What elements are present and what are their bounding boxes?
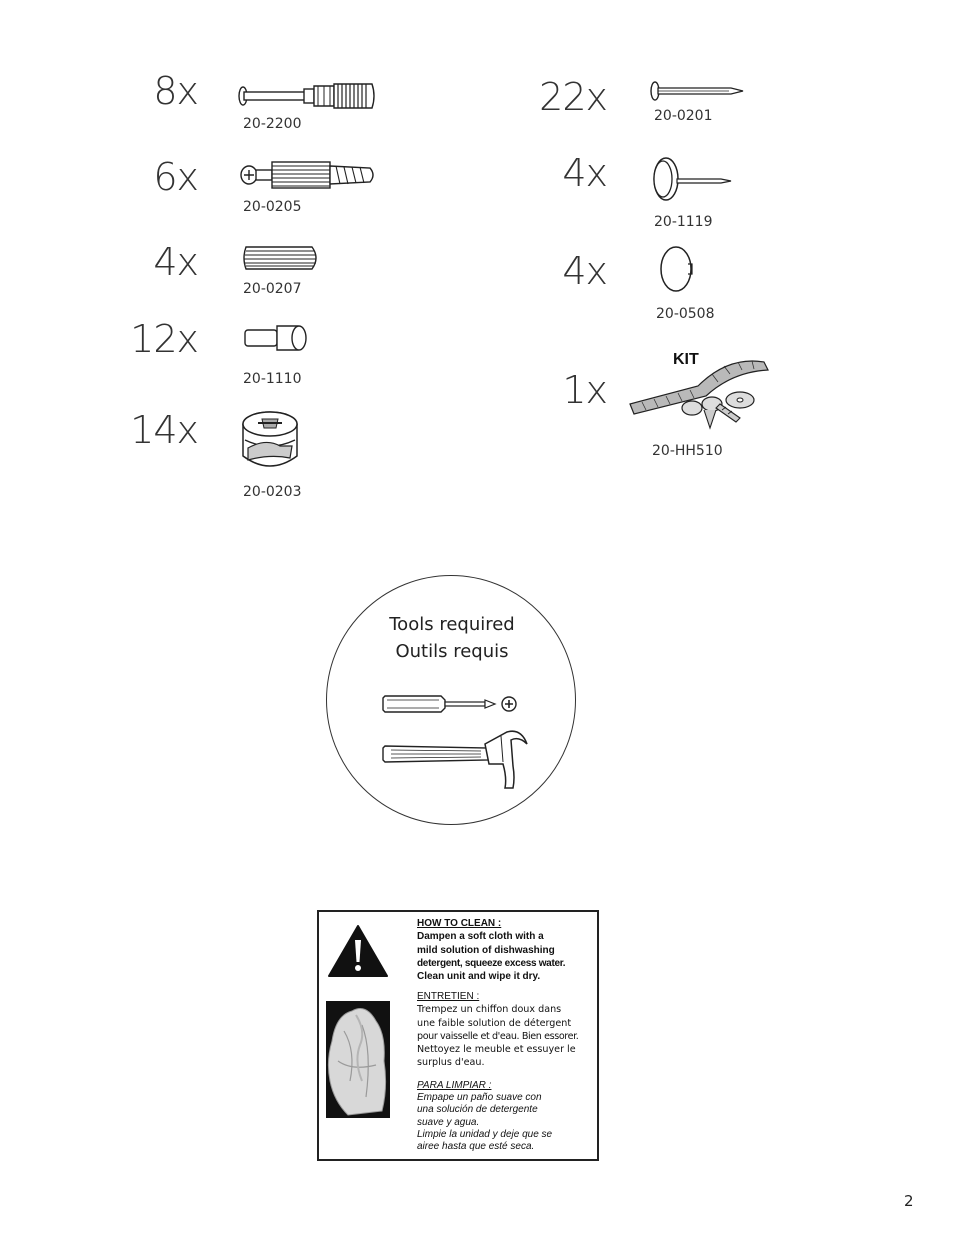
cleaning-text-fr: [417, 990, 595, 1070]
shelf-pin-icon: [242, 322, 312, 354]
fr-line: surplus d'eau.: [417, 1057, 485, 1069]
code-nail: 20-0201: [654, 108, 713, 124]
code-nail-glide: 20-1119: [654, 214, 713, 230]
code-cover-cap: 20-0508: [656, 306, 715, 322]
en-line: mild solution of dishwashing: [417, 944, 555, 956]
code-anti-tip-kit: 20-HH510: [652, 443, 723, 459]
kit-label: KIT: [673, 351, 699, 368]
qty-nail: 22x: [539, 75, 607, 119]
es-line: airee hasta que esté seca.: [417, 1141, 535, 1153]
en-line: Clean unit and wipe it dry.: [417, 971, 541, 983]
cam-bolt-icon: [238, 80, 378, 112]
code-cam-lock: 20-0203: [243, 484, 302, 500]
para-limpiar-heading: PARA LIMPIAR :: [417, 1080, 492, 1091]
en-line: Dampen a soft cloth with a: [417, 931, 544, 943]
cloth-image: [326, 1001, 390, 1118]
how-to-clean-heading: HOW TO CLEAN :: [417, 918, 502, 929]
tools-title-fr: Outils requis: [395, 641, 509, 662]
es-line: Limpie la unidad y deje que se: [417, 1128, 553, 1140]
cam-lock-icon: [240, 410, 300, 472]
code-cam-bolt: 20-2200: [243, 116, 302, 132]
fr-line: une faible solution de détergent: [417, 1017, 572, 1029]
tools-title-en: Tools required: [389, 614, 515, 635]
anti-tip-kit-icon: [628, 352, 772, 432]
tools-required-panel: [326, 575, 576, 825]
es-line: Empape un paño suave con: [417, 1092, 542, 1104]
warning-icon: [327, 924, 389, 982]
en-line: detergent, squeeze excess water.: [417, 957, 566, 969]
qty-wood-dowel: 4x: [153, 240, 198, 284]
qty-nail-glide: 4x: [562, 151, 607, 195]
code-wood-dowel: 20-0207: [243, 281, 302, 297]
phillips-screwdriver-icon: [381, 692, 521, 720]
hammer-icon: [381, 726, 531, 796]
nail-icon: [649, 80, 745, 102]
cleaning-text-es: [417, 1080, 595, 1153]
qty-cover-cap: 4x: [562, 249, 607, 293]
entretien-heading: ENTRETIEN :: [417, 991, 480, 1002]
es-line: una solución de detergente: [417, 1104, 538, 1116]
fr-line: Trempez un chiffon doux dans: [417, 1004, 562, 1016]
dowel-screw-icon: [240, 158, 380, 192]
wood-dowel-icon: [242, 245, 322, 271]
code-shelf-pin-label: 20-1110: [243, 371, 302, 387]
nail-glide-icon: [653, 155, 735, 205]
code-dowel-screw: 20-0205: [243, 199, 302, 215]
fr-line: Nettoyez le meuble et essuyer le: [417, 1044, 576, 1056]
page-number: 2: [904, 1192, 914, 1210]
qty-shelf-pin: 12x: [130, 317, 198, 361]
cleaning-instructions-box: [317, 910, 599, 1161]
qty-anti-tip-kit: 1x: [562, 368, 607, 412]
cover-cap-icon: [658, 244, 698, 294]
qty-cam-lock: 14x: [130, 408, 198, 452]
fr-line: pour vaisselle et d'eau. Bien essorer.: [417, 1030, 579, 1042]
cleaning-text-en: [417, 917, 595, 983]
qty-cam-bolt: 8x: [153, 69, 198, 113]
es-line: suave y agua.: [417, 1116, 480, 1128]
qty-dowel-screw: 6x: [153, 155, 198, 199]
